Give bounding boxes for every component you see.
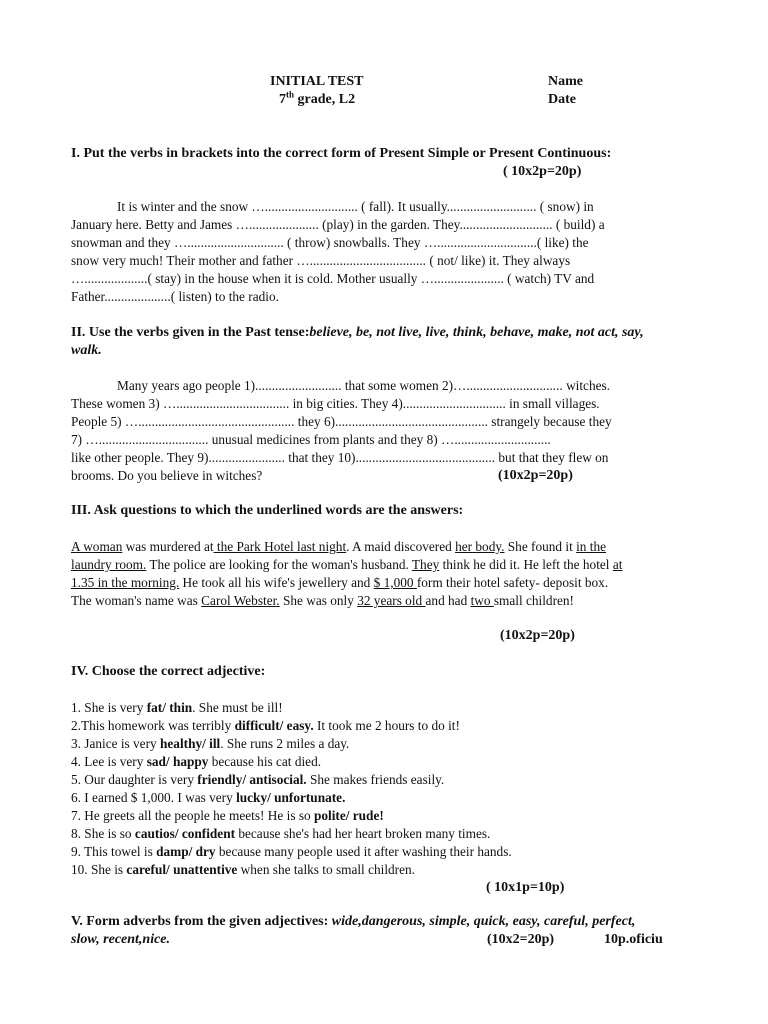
section-1-line: Father....................( listen) to the radio. bbox=[71, 289, 279, 304]
section-2-score: (10x2p=20p) bbox=[498, 468, 573, 483]
adjective-item: 4. Lee is very sad/ happy because his cat died. bbox=[71, 754, 322, 769]
section-3-heading: III. Ask questions to which the underlined words are the answers: bbox=[71, 503, 464, 518]
adjective-item: 1. She is very fat/ thin. She must be ill! bbox=[71, 700, 283, 715]
adjective-item: 3. Janice is very healthy/ ill. She runs 2 miles a day. bbox=[71, 736, 350, 751]
section-5-score: (10x2=20p) bbox=[487, 932, 555, 947]
adjective-item: 6. I earned $ 1,000. I was very lucky/ unfortunate. bbox=[71, 790, 346, 805]
section-1-line: …...................( stay) in the house when it is cold. Mother usually …..................... ( watch) TV and bbox=[71, 271, 595, 286]
section-3-line: A woman was murdered at the Park Hotel last night. A maid discovered her body. She found it in the bbox=[71, 539, 607, 554]
section-2-line: brooms. Do you believe in witches? bbox=[71, 468, 263, 483]
section-2-line: 7) …................................. unusual medicines from plants and they 8) …............................. bbox=[71, 432, 551, 447]
adjective-item: 2.This homework was terribly difficult/ easy. It took me 2 hours to do it! bbox=[71, 718, 460, 733]
section-2-line: Many years ago people 1).......................... that some women 2)…............................. witches. bbox=[117, 378, 611, 393]
section-5-heading-cont: slow, recent,nice. bbox=[71, 932, 171, 947]
section-4-heading: IV. Choose the correct adjective: bbox=[71, 664, 266, 679]
section-1-heading: I. Put the verbs in brackets into the correct form of Present Simple or Present Continuous: bbox=[71, 146, 612, 161]
adjective-item: 5. Our daughter is very friendly/ antisocial. She makes friends easily. bbox=[71, 772, 445, 787]
section-2-line: like other people. They 9)....................... that they 10).......................................... but that they flew on bbox=[71, 450, 609, 465]
section-1-line: snowman and they …............................. ( throw) snowballs. They …..............................( like) the bbox=[71, 235, 589, 250]
name-label: Name bbox=[548, 74, 583, 89]
section-3-score: (10x2p=20p) bbox=[500, 628, 575, 643]
adjective-item: 10. She is careful/ unattentive when she talks to small children. bbox=[71, 862, 415, 877]
section-2-heading: II. Use the verbs given in the Past tense:believe, be, not live, live, think, behave, make, not act, say, bbox=[71, 325, 644, 340]
section-1-score: ( 10x2p=20p) bbox=[503, 164, 582, 179]
section-2-heading-cont: walk. bbox=[71, 343, 102, 358]
bonus-points: 10p.oficiu bbox=[604, 932, 663, 947]
section-3-line: 1.35 in the morning. He took all his wife's jewellery and $ 1,000 form their hotel safety- deposit box. bbox=[71, 575, 609, 590]
section-5-heading: V. Form adverbs from the given adjectives: wide,dangerous, simple, quick, easy, careful, perfect, bbox=[71, 914, 636, 929]
test-title: INITIAL TEST bbox=[270, 74, 364, 89]
adjective-item: 9. This towel is damp/ dry because many people used it after washing their hands. bbox=[71, 844, 512, 859]
date-label: Date bbox=[548, 92, 576, 107]
adjective-item: 8. She is so cautios/ confident because she's had her heart broken many times. bbox=[71, 826, 491, 841]
grade-label: 7th grade, L2 bbox=[279, 89, 356, 107]
section-1-line: January here. Betty and James …..................... (play) in the garden. They............................ ( build) a bbox=[71, 217, 605, 232]
section-1-line: It is winter and the snow …............................ ( fall). It usually........................... ( snow) in bbox=[117, 199, 594, 214]
section-4-score: ( 10x1p=10p) bbox=[486, 880, 565, 895]
section-3-line: The woman's name was Carol Webster. She was only 32 years old and had two small children! bbox=[71, 593, 574, 608]
section-3-line: laundry room. The police are looking for the woman's husband. They think he did it. He left the hotel at bbox=[71, 557, 623, 572]
section-2-line: People 5) …............................................... they 6).............................................. strangely because they bbox=[71, 414, 612, 429]
section-1-line: snow very much! Their mother and father …................................... ( not/ like) it. They always bbox=[71, 253, 571, 268]
section-2-line: These women 3) ….................................. in big cities. They 4)............................... in small villages. bbox=[71, 396, 600, 411]
adjective-item: 7. He greets all the people he meets! He is so polite/ rude! bbox=[71, 808, 384, 823]
